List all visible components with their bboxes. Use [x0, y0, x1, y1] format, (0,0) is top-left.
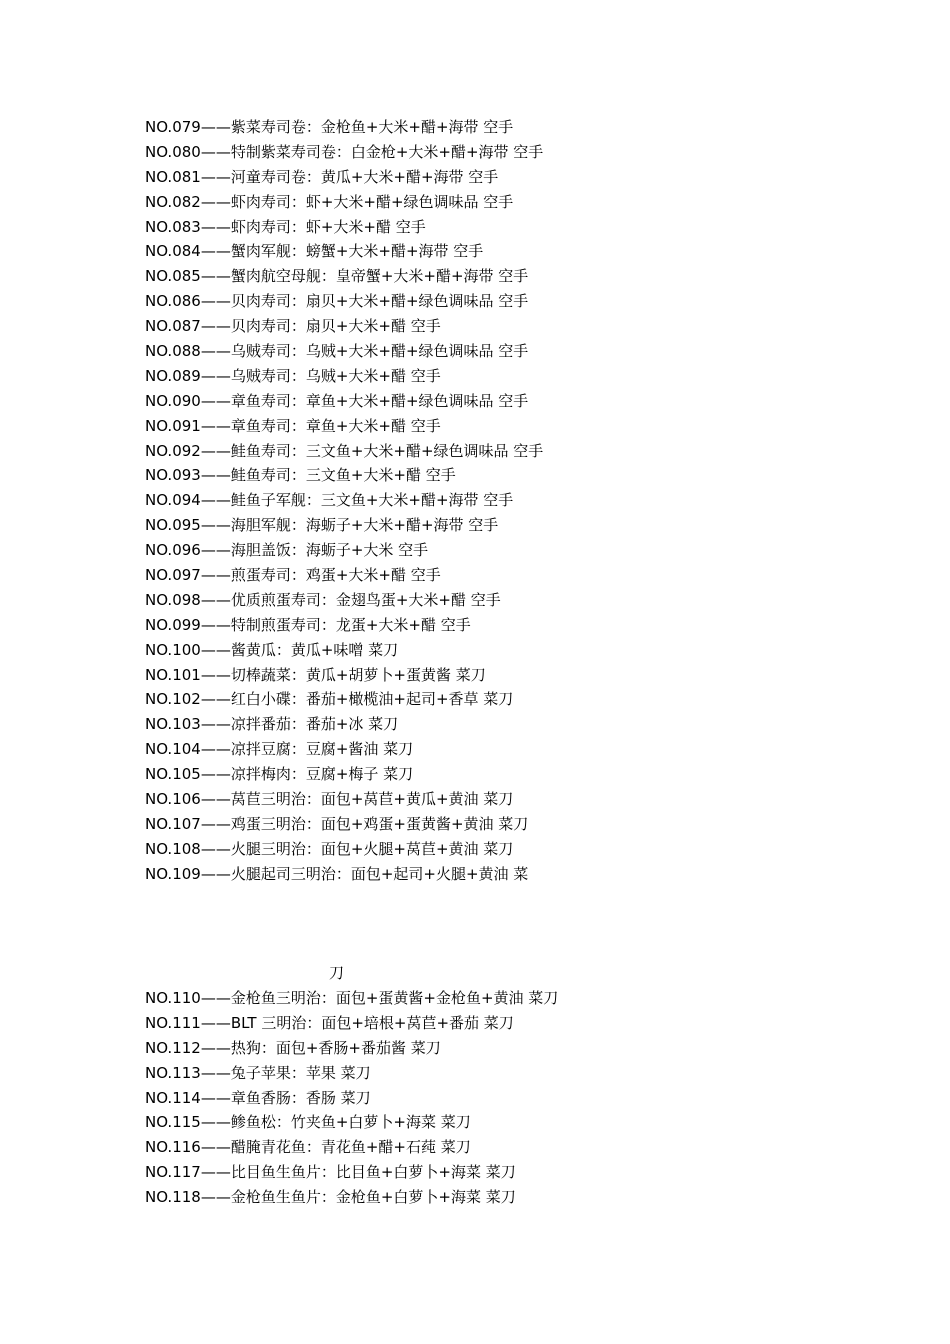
recipe-line: NO.114——章鱼香肠：香肠 菜刀	[145, 1088, 371, 1107]
recipe-line: NO.111——BLT 三明治：面包+培根+莴苣+番茄 菜刀	[145, 1013, 514, 1032]
recipe-line: NO.104——凉拌豆腐：豆腐+酱油 菜刀	[145, 740, 414, 759]
recipe-line: NO.079——紫菜寿司卷：金枪鱼+大米+醋+海带 空手	[145, 118, 514, 136]
recipe-line: NO.116——醋腌青花鱼：青花鱼+醋+石莼 菜刀	[145, 1138, 471, 1157]
recipe-line: NO.109——火腿起司三明治：面包+起司+火腿+黄油 菜	[145, 864, 529, 883]
recipe-line: NO.080——特制紫菜寿司卷：白金枪+大米+醋+海带 空手	[145, 142, 544, 161]
recipe-line: NO.095——海胆军舰：海蛎子+大米+醋+海带 空手	[145, 516, 499, 535]
recipe-line: NO.092——鲑鱼寿司：三文鱼+大米+醋+绿色调味品 空手	[145, 441, 544, 460]
recipe-line: NO.083——虾肉寿司：虾+大米+醋 空手	[145, 217, 426, 236]
recipe-line: NO.097——煎蛋寿司：鸡蛋+大米+醋 空手	[145, 566, 441, 585]
recipe-line: NO.088——乌贼寿司：乌贼+大米+醋+绿色调味品 空手	[145, 342, 529, 361]
recipe-line: NO.087——贝肉寿司：扇贝+大米+醋 空手	[145, 317, 441, 336]
recipe-line: NO.096——海胆盖饭：海蛎子+大米 空手	[145, 541, 429, 560]
recipe-list-part2	[145, 986, 558, 1210]
recipe-line: NO.099——特制煎蛋寿司：龙蛋+大米+醋 空手	[145, 615, 471, 634]
recipe-line: NO.113——兔子苹果：苹果 菜刀	[145, 1063, 371, 1082]
recipe-line: NO.115——鲹鱼松：竹夹鱼+白萝卜+海菜 菜刀	[145, 1113, 471, 1132]
recipe-line: NO.081——河童寿司卷：黄瓜+大米+醋+海带 空手	[145, 167, 499, 186]
recipe-line: NO.090——章鱼寿司：章鱼+大米+醋+绿色调味品 空手	[145, 391, 529, 410]
recipe-line: NO.112——热狗：面包+香肠+番茄酱 菜刀	[145, 1038, 441, 1057]
recipe-line: NO.107——鸡蛋三明治：面包+鸡蛋+蛋黄酱+黄油 菜刀	[145, 814, 529, 833]
recipe-line: NO.098——优质煎蛋寿司：金翅鸟蛋+大米+醋 空手	[145, 590, 501, 609]
recipe-line: NO.102——红白小碟：番茄+橄榄油+起司+香草 菜刀	[145, 690, 514, 709]
recipe-line: NO.084——蟹肉军舰：螃蟹+大米+醋+海带 空手	[145, 242, 484, 261]
recipe-line: NO.108——火腿三明治：面包+火腿+莴苣+黄油 菜刀	[145, 839, 514, 858]
recipe-line: NO.086——贝肉寿司：扇贝+大米+醋+绿色调味品 空手	[145, 292, 529, 311]
recipe-line: NO.103——凉拌番茄：番茄+冰 菜刀	[145, 715, 399, 734]
recipe-list-part1	[145, 115, 543, 887]
recipe-line: NO.091——章鱼寿司：章鱼+大米+醋 空手	[145, 416, 441, 435]
recipe-line: NO.085——蟹肉航空母舰：皇帝蟹+大米+醋+海带 空手	[145, 267, 529, 286]
recipe-line: NO.118——金枪鱼生鱼片：金枪鱼+白萝卜+海菜 菜刀	[145, 1188, 516, 1207]
recipe-line: NO.089——乌贼寿司：乌贼+大米+醋 空手	[145, 366, 441, 385]
recipe-line: NO.117——比目鱼生鱼片：比目鱼+白萝卜+海菜 菜刀	[145, 1163, 516, 1182]
recipe-line: NO.094——鲑鱼子军舰：三文鱼+大米+醋+海带 空手	[145, 491, 514, 510]
recipe-line: NO.110——金枪鱼三明治：面包+蛋黄酱+金枪鱼+黄油 菜刀	[145, 989, 559, 1007]
recipe-line: NO.082——虾肉寿司：虾+大米+醋+绿色调味品 空手	[145, 192, 514, 211]
recipe-line: NO.101——切棒蔬菜：黄瓜+胡萝卜+蛋黄酱 菜刀	[145, 665, 486, 684]
recipe-line: NO.105——凉拌梅肉：豆腐+梅子 菜刀	[145, 765, 414, 784]
wrapped-text-continuation: 刀	[329, 964, 345, 982]
recipe-line: NO.093——鲑鱼寿司：三文鱼+大米+醋 空手	[145, 466, 456, 485]
recipe-line: NO.106——莴苣三明治：面包+莴苣+黄瓜+黄油 菜刀	[145, 790, 514, 809]
recipe-line: NO.100——酱黄瓜：黄瓜+味噌 菜刀	[145, 640, 399, 659]
